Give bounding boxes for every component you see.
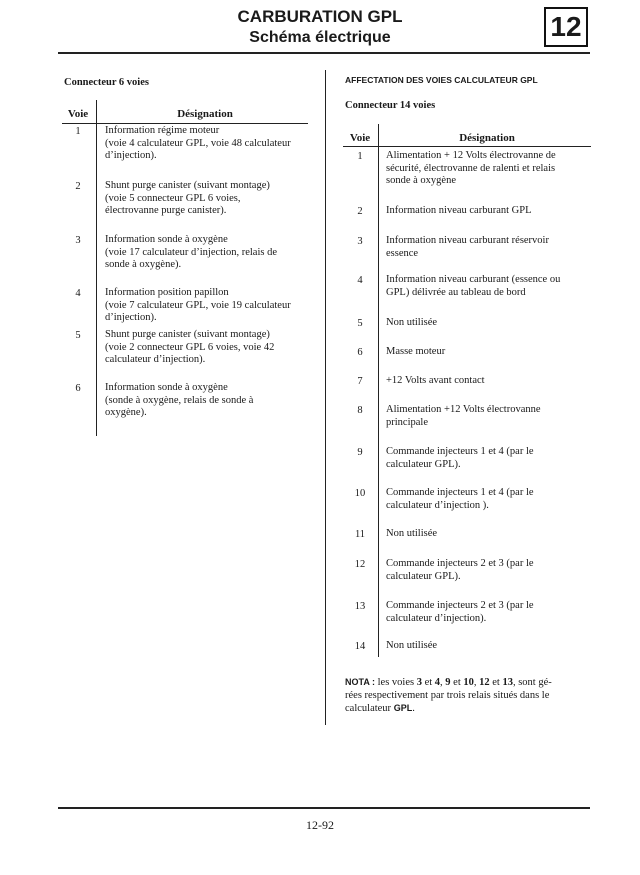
voie-number: 2 (75, 181, 81, 192)
nota-text: , sont gé- (512, 677, 552, 688)
left-connector-title: Connecteur 6 voies (64, 77, 149, 88)
designation-cell (386, 558, 601, 583)
designation-line: (sonde à oxygène, relais de sonde à (105, 394, 254, 406)
right-table-header-rule (343, 146, 591, 147)
designation-line: Masse moteur (386, 346, 446, 357)
designation-line: d’injection). (105, 312, 157, 323)
nota-gpl: GPL (393, 703, 413, 713)
designation-line: calculateur d’injection ). (386, 499, 489, 511)
designation-line: +12 Volts avant contact (386, 375, 485, 386)
footer-rule (58, 807, 590, 809)
nota-text: calculateur (345, 703, 394, 714)
nota-voie: 13 (502, 677, 513, 688)
designation-cell (105, 125, 315, 163)
voie-number: 6 (75, 383, 81, 394)
nota-line-3 (345, 702, 595, 715)
section-number-badge: 12 (544, 7, 588, 47)
designation-cell (105, 287, 315, 325)
voie-number: 4 (75, 288, 81, 299)
voie-number: 5 (75, 330, 81, 341)
voie-number: 7 (357, 376, 363, 387)
voie-number: 3 (75, 235, 81, 246)
designation-cell (386, 235, 601, 260)
designation-cell (105, 180, 315, 218)
designation-cell (386, 205, 601, 218)
designation-line: Shunt purge canister (suivant montage) (105, 329, 270, 340)
designation-line: Information sonde à oxygène (105, 234, 228, 245)
designation-line: sonde à oxygène). (105, 259, 182, 270)
designation-line: sécurité, électrovanne de ralenti et relais (386, 162, 556, 174)
designation-cell (386, 346, 601, 359)
designation-cell (386, 528, 601, 541)
designation-cell (105, 329, 315, 367)
voie-number: 10 (354, 488, 366, 499)
nota-text: les voies (375, 677, 417, 688)
voie-number: 6 (357, 347, 363, 358)
designation-line: Non utilisée (386, 528, 438, 539)
designation-line: Alimentation +12 Volts électrovanne (386, 404, 541, 415)
voie-number: 5 (357, 318, 363, 329)
voie-number: 13 (354, 601, 366, 612)
voie-number: 1 (75, 126, 81, 137)
nota-voie: 3 (416, 677, 422, 688)
nota-voie: 10 (463, 677, 474, 688)
nota-text: et (421, 677, 435, 688)
designation-line: sonde à oxygène (386, 175, 456, 186)
left-table-vrule (96, 100, 97, 436)
nota-voie: 9 (445, 677, 451, 688)
voie-number: 2 (357, 206, 363, 217)
designation-line: électrovanne purge canister). (105, 205, 227, 216)
voie-number: 14 (354, 641, 366, 652)
right-connector-title: Connecteur 14 voies (345, 100, 436, 111)
nota-text: et (489, 677, 503, 688)
designation-line: Commande injecteurs 2 et 3 (par le (386, 558, 534, 569)
designation-cell (386, 375, 601, 388)
designation-line: principale (386, 416, 428, 428)
right-section-title: AFFECTATION DES VOIES CALCULATEUR GPL (345, 75, 538, 85)
voie-number: 3 (357, 236, 363, 247)
designation-cell (386, 600, 601, 625)
designation-line: calculateur d’injection). (386, 612, 487, 624)
designation-line: (voie 4 calculateur GPL, voie 48 calculateur (105, 137, 291, 149)
designation-line: d’injection). (105, 150, 157, 161)
designation-cell (386, 150, 601, 188)
voie-number: 4 (357, 275, 363, 286)
designation-line: GPL) délivrée au tableau de bord (386, 286, 526, 298)
left-table-header-rule (62, 123, 308, 124)
designation-line: calculateur GPL). (386, 458, 461, 470)
column-divider (325, 70, 326, 725)
nota-voie: 12 (479, 677, 490, 688)
designation-line: Information position papillon (105, 287, 229, 298)
nota-paragraph (345, 676, 595, 715)
designation-line: Information régime moteur (105, 125, 220, 136)
designation-cell (386, 317, 601, 330)
nota-text: , (473, 677, 480, 688)
voie-number: 11 (354, 529, 366, 540)
designation-line: (voie 5 connecteur GPL 6 voies, (105, 192, 241, 204)
nota-line-1 (345, 676, 595, 689)
designation-line: oxygène). (105, 407, 147, 418)
designation-line: Non utilisée (386, 317, 438, 328)
designation-line: Information sonde à oxygène (105, 382, 228, 393)
nota-line-2: rées respectivement par trois relais situés dans le (345, 690, 550, 701)
right-col-designation-header: Désignation (459, 132, 515, 144)
designation-cell (386, 446, 601, 471)
nota-text: . (412, 703, 415, 714)
designation-line: Information niveau carburant (essence ou (386, 274, 561, 285)
designation-cell (386, 487, 601, 512)
voie-number: 8 (357, 405, 363, 416)
designation-cell (386, 404, 601, 429)
designation-line: Information niveau carburant GPL (386, 205, 532, 216)
designation-line: Commande injecteurs 2 et 3 (par le (386, 600, 534, 611)
left-col-designation-header: Désignation (177, 108, 233, 120)
designation-cell (386, 274, 601, 299)
designation-line: (voie 2 connecteur GPL 6 voies, voie 42 (105, 341, 275, 353)
designation-line: essence (386, 247, 419, 259)
voie-number: 12 (354, 559, 366, 570)
nota-voie: 4 (434, 677, 441, 688)
designation-cell (105, 234, 315, 272)
nota-text: , (440, 677, 446, 688)
designation-line: Commande injecteurs 1 et 4 (par le (386, 446, 534, 457)
page-subtitle: Schéma électrique (249, 29, 391, 46)
designation-line: Alimentation + 12 Volts électrovanne de (386, 150, 556, 161)
header-rule (58, 52, 590, 54)
designation-line: (voie 7 calculateur GPL, voie 19 calculateur (105, 299, 291, 311)
left-col-voie-header: Voie (67, 108, 89, 120)
designation-line: calculateur GPL). (386, 570, 461, 582)
voie-number: 1 (357, 151, 363, 162)
nota-text: et (450, 677, 464, 688)
designation-cell (105, 382, 315, 420)
designation-line: (voie 17 calculateur d’injection, relais de (105, 246, 278, 258)
page-title: CARBURATION GPL (237, 7, 403, 26)
designation-line: Non utilisée (386, 640, 438, 651)
designation-line: Information niveau carburant réservoir (386, 235, 549, 246)
right-col-voie-header: Voie (349, 132, 371, 144)
designation-line: calculateur d’injection). (105, 354, 206, 365)
nota-label: NOTA : (345, 677, 375, 687)
designation-cell (386, 640, 601, 653)
voie-number: 9 (357, 447, 363, 458)
page-number: 12-92 (306, 818, 334, 832)
designation-line: Commande injecteurs 1 et 4 (par le (386, 487, 534, 498)
right-table-vrule (378, 124, 379, 657)
designation-line: Shunt purge canister (suivant montage) (105, 180, 270, 191)
